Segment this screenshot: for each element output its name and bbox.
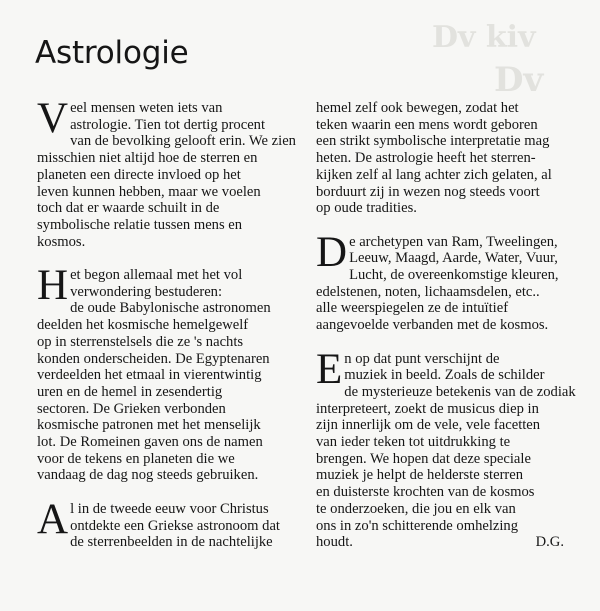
text-line: kosmische patronen met het menselijk [37,417,261,434]
bleed-through-text: Dv kiv [432,20,536,55]
text-line: borduurt zij in wezen nog steeds voort [316,183,540,200]
text-line: symbolische relatie tussen mens en [37,216,243,233]
text-line: astrologie. Tien tot dertig procent [70,116,266,133]
paragraph-3 [37,495,299,551]
text-line: planeten een directe invloed op het [37,166,241,183]
text-line: verwondering bestuderen: [70,283,223,300]
text-line: een strikt symbolische interpretatie mag [316,133,550,150]
text-line: konden onderscheiden. De Egyptenaren [37,350,270,367]
text-line: Leeuw, Maagd, Aarde, Water, Vuur, [349,250,558,267]
page-title: Astrologie [35,34,189,71]
text-line: ontdekte een Griekse astronoom dat [70,517,280,534]
paragraph-5 [316,345,576,551]
text-line: zijn innerlijk om de vele, vele facetten [316,417,541,434]
text-line: e archetypen van Ram, Tweelingen, [349,233,558,250]
text-line: van de bevolking gelooft erin. We zien [70,133,296,150]
text-line: aangevoelde verbanden met de kosmos. [316,317,549,334]
text-line: leven kunnen hebben, maar we voelen [37,183,261,200]
bleed-through-text: Dv [494,60,544,100]
text-line: edelstenen, noten, lichaamsdelen, etc.. [316,283,540,300]
text-line: voor de tekens en planeten die we [37,450,235,467]
text-line: muziek in beeld. Zoals de schilder [344,367,545,384]
text-line: misschien niet altijd hoe de sterren en [37,150,258,167]
text-line: l in de tweede eeuw voor Christus [70,500,269,517]
text-line: hemel zelf ook bewegen, zodat het [316,100,519,116]
text-line: kosmos. [37,233,86,250]
text-line: interpreteert, zoekt de musicus diep in [316,400,539,417]
text-line-with-signature [316,534,576,551]
drop-cap: H [37,262,69,310]
signature: D.G. [535,534,564,551]
text-line: de mysterieuze betekenis van de zodiak [344,383,576,400]
paragraph-4 [316,228,576,334]
paragraph-3-continued [316,100,576,217]
text-line: en duisterste krochten van de kosmos [316,484,535,501]
drop-cap: V [37,95,69,142]
text-line: heten. De astrologie heeft het sterren- [316,150,536,167]
text-line: eel mensen weten iets van [70,100,223,116]
text-line: verdeelden het etmaal in vierentwintig [37,367,262,384]
drop-cap: D [316,228,348,276]
drop-cap: E [316,345,343,393]
text-line: n op dat punt verschijnt de [344,350,500,367]
text-line: op in sterrenstelsels die ze 's nachts [37,333,244,350]
text-line: op oude tradities. [316,200,417,217]
paragraph-2 [37,262,299,484]
drop-cap: A [37,495,69,543]
text-line: muziek je helpt de helderste sterren [316,467,524,484]
left-column [37,95,299,568]
text-line: de oude Babylonische astronomen [70,300,271,317]
right-column [316,100,576,568]
text-line: kijken zelf al lang achter zich gelaten, al [316,166,552,183]
text-line: toch dat er waarde schuilt in de [37,200,220,217]
text-line: houdt. [316,534,353,551]
text-line: lot. De Romeinen gaven ons de namen [37,434,263,451]
text-line: de sterrenbeelden in de nachtelijke [70,534,273,551]
text-line: ons in zo'n schitterende omhelzing [316,517,519,534]
text-line: teken waarin een mens wordt geboren [316,116,538,133]
text-line: te onderzoeken, die jou en elk van [316,500,516,517]
text-line: brengen. We hopen dat deze speciale [316,450,531,467]
text-line: deelden het kosmische hemelgewelf [37,317,249,334]
text-line: alle weerspiegelen ze de intuïtief [316,300,509,317]
paragraph-1 [37,95,299,250]
text-line: uren en de hemel in zesendertig [37,383,223,400]
text-line: et begon allemaal met het vol [70,267,243,284]
text-line: vandaag de dag nog steeds gebruiken. [37,467,259,484]
text-line: sectoren. De Grieken verbonden [37,400,226,417]
text-line: van ieder teken tot uitdrukking te [316,434,511,451]
text-line: Lucht, de overeenkomstige kleuren, [349,267,559,284]
